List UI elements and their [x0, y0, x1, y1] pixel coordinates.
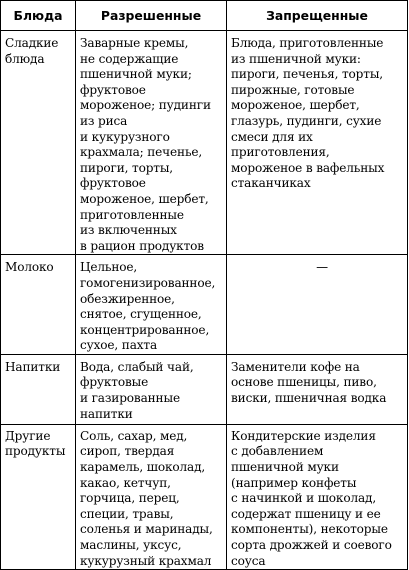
text-line: мороженое в вафельных	[231, 160, 385, 175]
text-line: содержат пшеницу и ее	[231, 506, 381, 521]
text-line: из риса	[80, 113, 128, 128]
text-line: мороженое, шербет,	[80, 191, 209, 206]
forbidden-lines	[231, 360, 405, 407]
empty-dash: —	[316, 260, 328, 275]
cell-allowed	[76, 424, 227, 569]
text-line: приготовления,	[231, 145, 330, 160]
table-row	[1, 354, 408, 424]
text-line: Соль, сахар, мед,	[80, 428, 188, 443]
text-line: из пшеничной муки:	[231, 51, 361, 66]
text-line: фруктовые	[80, 375, 149, 390]
text-line: Молоко	[5, 260, 54, 275]
cell-allowed	[76, 255, 227, 355]
cell-dish	[1, 354, 76, 424]
table-row	[1, 255, 408, 355]
text-line: крахмала; печенье,	[80, 145, 203, 160]
text-line: специи, травы,	[80, 506, 174, 521]
cell-allowed	[76, 354, 227, 424]
table-header	[1, 1, 408, 31]
text-line: маслины, уксус,	[80, 538, 182, 553]
cell-forbidden	[227, 354, 408, 424]
text-line: соуса	[231, 553, 266, 568]
header-row	[1, 1, 408, 31]
text-line: Цельное,	[80, 260, 138, 275]
text-line: виски, пшеничная водка	[231, 391, 387, 406]
cell-forbidden	[227, 255, 408, 355]
text-line: Заварные кремы,	[80, 36, 189, 50]
dish-lines	[5, 36, 73, 67]
text-line: из включенных	[80, 223, 177, 238]
text-line: какао, кетчуп,	[80, 475, 171, 490]
text-line: Кондитерские изделия	[231, 428, 376, 443]
text-line: компоненты), некоторые	[231, 522, 388, 537]
text-line: не содержащие	[80, 51, 179, 66]
dish-lines	[5, 360, 73, 376]
cell-forbidden	[227, 424, 408, 569]
text-line: снятое, сгущенное,	[80, 307, 202, 322]
text-line: обезжиренное,	[80, 291, 175, 306]
text-line: с добавлением	[231, 444, 324, 459]
cell-dish	[1, 424, 76, 569]
text-line: Другие	[5, 428, 51, 443]
text-line: горчица, перец,	[80, 491, 180, 506]
table-body	[1, 31, 408, 570]
text-line: пироги, торты,	[80, 160, 174, 175]
table-row	[1, 31, 408, 255]
text-line: пирожные, готовые	[231, 82, 355, 97]
text-line: пшеничной муки;	[80, 67, 192, 82]
text-line: соленья и маринады,	[80, 522, 213, 537]
text-line: фруктовое	[80, 82, 146, 97]
text-line: гомогенизированное,	[80, 275, 216, 290]
text-line: блюда	[5, 51, 45, 66]
text-line: сухое, пахта	[80, 338, 158, 353]
text-line: приготовленные	[80, 207, 184, 222]
text-line: концентрированное,	[80, 322, 210, 337]
allowed-lines	[80, 360, 224, 422]
dish-lines	[5, 260, 73, 276]
text-line: мороженое, шербет,	[231, 98, 360, 113]
text-line: Блюда, приготовленные	[231, 36, 384, 50]
table-row	[1, 424, 408, 569]
text-line: и газированные	[80, 391, 180, 406]
text-line: с начинкой и шоколад,	[231, 491, 377, 506]
cell-forbidden	[227, 31, 408, 255]
text-line: Вода, слабый чай,	[80, 359, 194, 374]
header-dishes: Блюда	[1, 1, 76, 31]
text-line: фруктовое	[80, 176, 146, 191]
text-line: глазурь, пудинги, сухие	[231, 113, 382, 128]
text-line: в рацион продуктов	[80, 238, 204, 253]
forbidden-lines	[231, 429, 405, 569]
text-line: продукты	[5, 444, 66, 459]
text-line: карамель, шоколад,	[80, 460, 206, 475]
text-line: кукурузный крахмал	[80, 553, 212, 568]
allowed-lines	[80, 260, 224, 354]
forbidden-lines	[231, 36, 405, 192]
cell-dish	[1, 31, 76, 255]
text-line: сироп, твердая	[80, 444, 175, 459]
cell-allowed	[76, 31, 227, 255]
text-line: смеси для их	[231, 129, 313, 144]
cell-dish	[1, 255, 76, 355]
text-line: Напитки	[5, 359, 61, 374]
text-line: пироги, печенья, торты,	[231, 67, 383, 82]
allowed-lines	[80, 36, 224, 254]
text-line: напитки	[80, 406, 133, 421]
dish-lines	[5, 429, 73, 460]
text-line: мороженое; пудинги	[80, 98, 211, 113]
text-line: Сладкие	[5, 36, 59, 50]
text-line: пшеничной муки	[231, 460, 339, 475]
text-line: (например конфеты	[231, 475, 357, 490]
text-line: основе пшеницы, пиво,	[231, 375, 377, 390]
text-line: стаканчиках	[231, 176, 311, 191]
text-line: и кукурузного	[80, 129, 170, 144]
allowed-lines	[80, 429, 224, 569]
header-forbidden: Запрещенные	[227, 1, 408, 31]
text-line: сорта дрожжей и соевого	[231, 538, 392, 553]
header-allowed: Разрешенные	[76, 1, 227, 31]
text-line: Заменители кофе на	[231, 359, 360, 374]
